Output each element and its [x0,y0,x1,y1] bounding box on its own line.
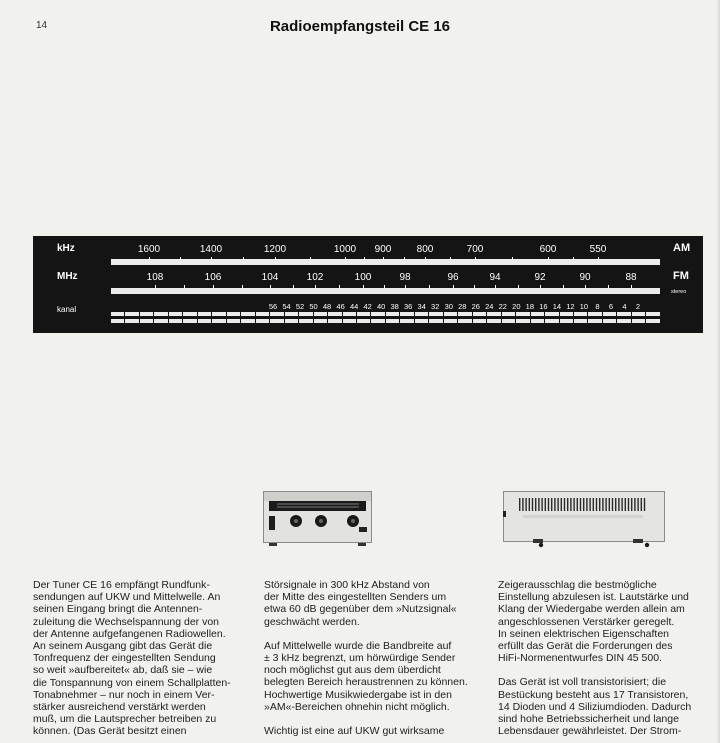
channel-segment [227,312,240,316]
channel-segment [371,319,384,323]
scale-number: 18 [525,302,535,311]
paragraph: Das Gerät ist voll transistorisiert; die Bestückung besteht aus 17 Transistoren, 14 Dioden und 4 Siliziumdioden. Dadurch sind hohe Betriebssicherheit und lange Lebensdauer gewährleistet. Der Strom- [498,676,692,738]
scale-number: 20 [512,302,521,311]
channel-segment [169,312,182,316]
channel-segment [487,319,500,323]
vent-slot [554,498,555,511]
channel-segment [502,312,515,316]
scale-number: 36 [404,302,413,311]
channel-segment [458,319,471,323]
channel-segment [560,312,573,316]
vent-slot [548,498,549,511]
channel-segment [429,312,442,316]
paragraph: Der Tuner CE 16 empfängt Rundfunk- sendungen auf UKW und Mittelwelle. An seinen Eingang bringt die Antennen- zuleitung die Wechselspannung der von der Antenne aufgefangenen Radiowellen. An seinem Ausgang gibt das Gerät die Tonfrequenz der eingestellten Sendung so weit »aufbereitet« ab, daß sie – wie die Tonspannung von einem Schallplatten- Tonabnehmer – nur noch in einem Ver- stärker ausreichend verstärkt werden muß, um die Lautsprecher betreiben zu können. (Das Gerät besitzt einen [33,579,231,738]
paragraph: Zeigerausschlag die bestmögliche Einstellung abzulesen ist. Lautstärke und Klang der Wiedergabe werden allein am angeschlossenen Verstärker geregelt. In seinen elektrischen Eigenschaften erfüllt das Gerät die Forderungen des HiFi-Normenentwurfes DIN 45 500. [498,579,689,665]
scale-number: 4 [622,302,627,311]
scale-number: 100 [354,272,372,283]
scale-number: 96 [447,272,459,283]
scale-number: 12 [566,302,575,311]
scale-number: 800 [416,244,434,255]
channel-segment [545,312,558,316]
scale-number: 104 [261,272,279,283]
vent-slot [609,498,610,511]
channel-segment [646,319,659,323]
channel-segment [241,312,254,316]
tuning-dial [33,236,703,333]
scale-number: 102 [306,272,324,283]
channel-segment [198,312,211,316]
channel-segment [140,319,153,323]
channel-segment [212,312,225,316]
scale-number: 22 [498,302,507,311]
channel-segment [111,312,124,316]
vent-slot [589,498,590,511]
scale-number: 28 [458,302,467,311]
channel-segment [429,319,442,323]
channel-segment [314,319,327,323]
kanal-segments-lower [111,319,660,323]
vent-slot [621,498,622,511]
channel-segment [270,312,283,316]
scale-number: 94 [489,272,501,283]
am-tag: AM [673,242,691,254]
tuner-front-view [263,491,372,546]
page-edge-shadow [716,0,720,743]
scale-number: 1400 [199,244,223,255]
paragraph: Auf Mittelwelle wurde die Bandbreite auf ± 3 kHz begrenzt, um hörwürdige Sender noch möglichst gut aus dem überdicht belegten Bereich heraustrennen zu können. Hochwertige Musikwiedergabe ist in den »AM«-Bereichen ohnehin nicht möglich. [264,639,468,713]
channel-segment [545,319,558,323]
vent-slot [561,498,562,511]
page-title: Radioempfangsteil CE 16 [269,18,451,35]
channel-segment [386,312,399,316]
channel-segment [256,312,269,316]
kanal-label: kanal [57,305,77,314]
scale-number: 52 [295,302,305,311]
paragraph: Störsignale in 300 kHz Abstand von der Mitte des eingestellten Senders um etwa 60 dB gegenüber dem »Nutzsignal« geschwächt werden. [264,579,457,628]
channel-segment [256,319,269,323]
vent-slot [586,498,587,511]
scale-number: 38 [390,302,399,311]
channel-segment [574,312,587,316]
channel-segment [588,319,601,323]
channel-segment [617,319,630,323]
channel-segment [227,319,240,323]
channel-segment [140,312,153,316]
vent-slot [567,498,568,511]
body-column-2 [264,579,472,737]
scale-number: 700 [466,244,484,255]
scale-number: 30 [444,302,453,311]
vent-slot [596,498,597,511]
vent-slot [564,498,565,511]
vent-slot [644,498,645,511]
vent-slot [532,498,533,511]
vent-slot [634,498,635,511]
scale-number: 34 [417,302,426,311]
channel-segment [357,319,370,323]
scale-number: 26 [471,302,480,311]
channel-segment [183,319,196,323]
vent-slot [580,498,581,511]
scale-number: 24 [485,302,494,311]
vent-slot [557,498,558,511]
channel-segment [632,319,645,323]
channel-segment [632,312,645,316]
scale-number: 6 [608,302,614,311]
channel-segment [516,319,529,323]
body-column-1 [33,579,241,738]
scale-number: 600 [539,244,557,255]
fm-tag: FM [673,270,689,282]
scale-number: 8 [595,302,600,311]
scale-number: 1600 [137,244,161,255]
channel-segment [328,312,341,316]
vent-slot [522,498,523,511]
channel-segment [646,312,659,316]
tuner-rear-view [503,491,665,548]
channel-segment [574,319,587,323]
channel-segment [487,312,500,316]
channel-segment [328,319,341,323]
mhz-label: MHz [57,271,78,282]
body-column-3 [498,579,706,737]
channel-segment [415,319,428,323]
vent-slot [551,498,552,511]
channel-segment [183,312,196,316]
paragraph: Wichtig ist eine auf UKW gut wirksame [264,725,445,738]
vent-slot [615,498,616,511]
channel-segment [169,319,182,323]
scale-number: 90 [579,272,591,283]
scale-number: 10 [579,302,589,311]
channel-segment [198,319,211,323]
channel-segment [386,319,399,323]
channel-segment [444,312,457,316]
vent-slot [618,498,619,511]
channel-segment [531,312,544,316]
vent-slot [602,498,603,511]
khz-label: kHz [57,243,75,254]
vent-slot [573,498,574,511]
channel-segment [560,319,573,323]
vent-slot [625,498,626,511]
scale-number: 48 [322,302,332,311]
scale-number: 40 [376,302,386,311]
vent-slot [631,498,632,511]
scale-number: 98 [399,272,411,283]
channel-segment [125,319,138,323]
vent-slot [583,498,584,511]
channel-segment [111,319,124,323]
channel-segment [400,319,413,323]
scale-number: 92 [534,272,546,283]
vent-slot [641,498,642,511]
channel-segment [285,312,298,316]
channel-segment [154,319,167,323]
channel-segment [285,319,298,323]
scale-number: 550 [589,244,607,255]
channel-segment [603,312,616,316]
page-number: 14 [36,20,48,31]
scale-number: 14 [552,302,562,311]
channel-segment [357,312,370,316]
am-pointer-track [111,259,660,265]
vent-slot [605,498,606,511]
stereo-tag: stereo [671,289,687,295]
channel-segment [212,319,225,323]
scale-number: 108 [146,272,164,283]
channel-segment [400,312,413,316]
scale-number: 900 [374,244,392,255]
channel-segment [473,319,486,323]
channel-segment [154,312,167,316]
channel-segment [502,319,515,323]
scale-number: 2 [635,302,641,311]
channel-segment [343,319,356,323]
channel-segment [473,312,486,316]
vent-slot [577,498,578,511]
scale-number: 32 [431,302,440,311]
scale-number: 44 [349,302,359,311]
fm-pointer-track [111,288,660,294]
scale-number: 1000 [333,244,357,255]
vent-slot [535,498,536,511]
vent-slot [545,498,546,511]
vent-slot [637,498,638,511]
vent-slot [593,498,594,511]
scale-number: 42 [363,302,372,311]
channel-segment [343,312,356,316]
scale-number: 16 [539,302,548,311]
channel-segment [588,312,601,316]
vent-slot [525,498,526,511]
channel-segment [314,312,327,316]
vent-slot [519,498,520,511]
channel-segment [299,312,312,316]
vent-slot [599,498,600,511]
channel-segment [241,319,254,323]
kanal-segments-upper [111,312,660,316]
channel-segment [531,319,544,323]
scale-number: 106 [204,272,222,283]
scale-number: 56 [268,302,278,311]
channel-segment [516,312,529,316]
channel-segment [270,319,283,323]
channel-segment [415,312,428,316]
vent-slot [538,498,539,511]
channel-segment [603,319,616,323]
scale-number: 54 [282,302,291,311]
vent-slot [541,498,542,511]
vent-slot [570,498,571,511]
channel-segment [371,312,384,316]
channel-segment [458,312,471,316]
scale-number: 46 [336,302,345,311]
scale-number: 50 [309,302,318,311]
vent-slot [612,498,613,511]
channel-segment [617,312,630,316]
vent-slot [529,498,530,511]
channel-segment [444,319,457,323]
scale-number: 1200 [263,244,287,255]
vent-slot [628,498,629,511]
scale-number: 88 [625,272,637,283]
channel-segment [125,312,138,316]
channel-segment [299,319,312,323]
